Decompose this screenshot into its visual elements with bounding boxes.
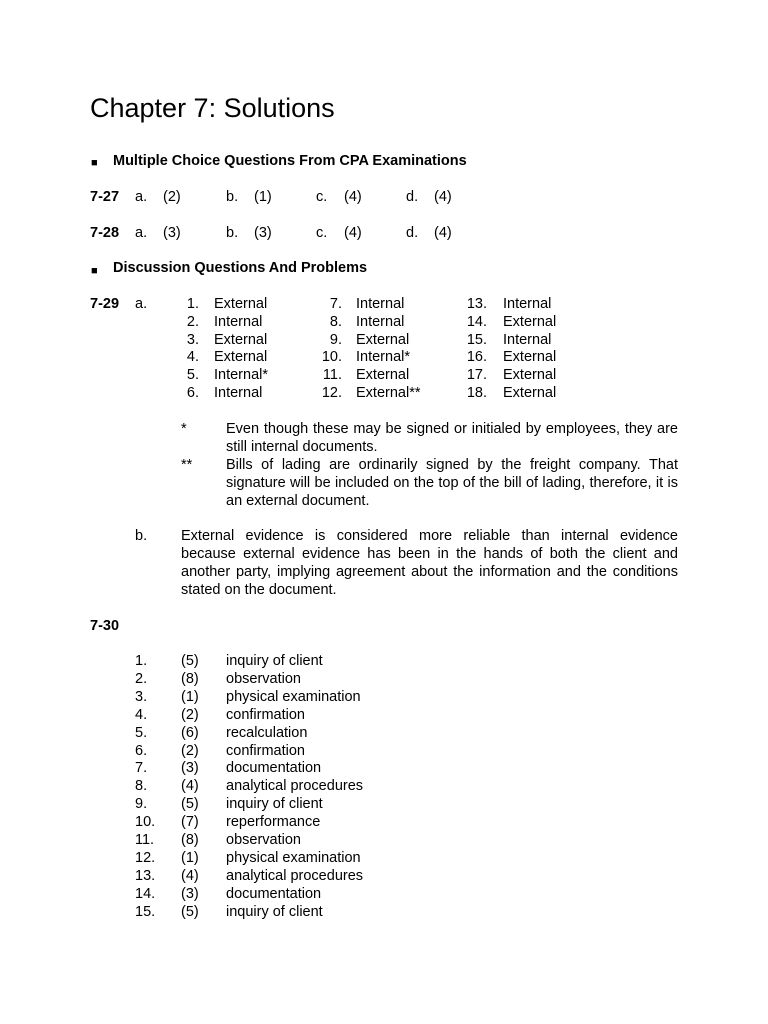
- item-procedure: confirmation: [226, 742, 305, 759]
- item-number: 2.: [135, 670, 148, 687]
- option-answer: (3): [163, 225, 181, 241]
- item-code: (2): [181, 742, 199, 759]
- option-answer: (4): [434, 225, 452, 241]
- item-code: (3): [181, 885, 199, 902]
- item-procedure: documentation: [226, 760, 322, 777]
- option-answer: (4): [344, 225, 362, 241]
- item-code: (4): [181, 867, 199, 884]
- item-number: 14.: [466, 313, 487, 330]
- item-number: 1.: [186, 296, 199, 312]
- item-procedure: recalculation: [226, 724, 308, 741]
- item-code: (8): [181, 832, 199, 848]
- item-number: 18.: [466, 385, 487, 401]
- item-procedure: inquiry of client: [226, 796, 323, 813]
- item-number: 8.: [135, 778, 148, 795]
- item-number: 12.: [135, 849, 156, 866]
- option-label: b.: [226, 189, 239, 205]
- item-code: (2): [181, 706, 199, 723]
- item-classification: External: [503, 385, 557, 401]
- item-procedure: confirmation: [226, 706, 305, 723]
- item-classification: Internal: [214, 385, 263, 401]
- item-procedure: analytical procedures: [226, 778, 364, 795]
- question-number: 7-30: [90, 618, 120, 634]
- option-label: c.: [316, 189, 328, 205]
- item-classification: Internal: [503, 331, 552, 348]
- item-classification: External: [356, 331, 410, 348]
- item-number: 13.: [135, 867, 156, 884]
- item-classification: External: [214, 296, 268, 312]
- item-classification: Internal: [356, 313, 405, 330]
- bullet-icon: ■: [91, 265, 98, 277]
- item-procedure: physical examination: [226, 688, 361, 705]
- item-number: 5.: [186, 367, 199, 384]
- option-answer: (2): [163, 189, 181, 205]
- item-number: 15.: [135, 903, 156, 920]
- question-number: 7-29: [90, 296, 120, 312]
- option-answer: (4): [344, 189, 362, 205]
- bullet-icon: ■: [91, 157, 98, 169]
- part-b-paragraph: External evidence is considered more reliable than internal evidence because external evidence has been in the hands of both the client and another party, implying agreement about the information and the conditions stated on the document.: [181, 528, 678, 598]
- item-code: (5): [181, 796, 199, 813]
- item-number: 15.: [466, 331, 487, 348]
- option-label: a.: [135, 225, 148, 241]
- option-label: b.: [226, 225, 239, 241]
- item-code: (8): [181, 670, 199, 687]
- footnote-text: Even though these may be signed or initialed by employees, they are still internal documents.: [226, 421, 678, 455]
- item-classification: Internal: [214, 313, 263, 330]
- item-classification: External: [503, 349, 557, 366]
- item-number: 4.: [186, 349, 199, 366]
- item-number: 14.: [135, 885, 156, 902]
- item-classification: Internal*: [214, 367, 269, 384]
- option-answer: (4): [434, 189, 452, 205]
- footnote-mark: **: [181, 457, 193, 473]
- item-number: 6.: [135, 742, 148, 759]
- item-code: (7): [181, 814, 199, 831]
- item-number: 11.: [322, 367, 342, 384]
- item-number: 3.: [135, 688, 148, 705]
- page-title: Chapter 7: Solutions: [90, 93, 335, 123]
- section-heading-mcq: Multiple Choice Questions From CPA Examinations: [113, 153, 467, 169]
- item-classification: Internal: [503, 296, 552, 312]
- item-number: 5.: [135, 724, 148, 741]
- item-number: 10.: [135, 814, 156, 831]
- option-answer: (3): [254, 225, 272, 241]
- item-procedure: observation: [226, 670, 301, 687]
- item-classification: External: [214, 349, 268, 366]
- item-procedure: analytical procedures: [226, 867, 364, 884]
- question-number: 7-27: [90, 189, 120, 205]
- item-classification: Internal: [356, 296, 405, 312]
- item-code: (4): [181, 778, 199, 795]
- item-procedure: reperformance: [226, 814, 321, 831]
- item-classification: External: [503, 367, 557, 384]
- item-number: 16.: [466, 349, 487, 366]
- item-number: 13.: [466, 296, 487, 312]
- item-procedure: physical examination: [226, 849, 361, 866]
- item-number: 7.: [329, 296, 342, 312]
- option-label: a.: [135, 189, 148, 205]
- part-label: b.: [135, 528, 148, 544]
- item-number: 8.: [329, 313, 342, 330]
- footnote-text: Bills of lading are ordinarily signed by the freight company. That signature will be included on the top of the bill of lading, therefore, it is an external document.: [226, 457, 678, 509]
- option-label: c.: [316, 225, 328, 241]
- item-number: 11.: [135, 832, 155, 848]
- item-procedure: documentation: [226, 885, 322, 902]
- item-number: 9.: [329, 331, 342, 348]
- item-number: 10.: [321, 349, 342, 366]
- item-code: (1): [181, 849, 199, 866]
- item-number: 2.: [186, 313, 199, 330]
- item-procedure: observation: [226, 832, 301, 848]
- item-code: (1): [181, 688, 199, 705]
- item-number: 12.: [321, 385, 342, 401]
- item-classification: Internal*: [356, 349, 411, 366]
- option-label: d.: [406, 225, 419, 241]
- item-procedure: inquiry of client: [226, 653, 323, 669]
- item-number: 17.: [466, 367, 487, 384]
- question-number: 7-28: [90, 225, 120, 241]
- footnote-mark: *: [181, 421, 187, 437]
- item-number: 7.: [135, 760, 148, 777]
- item-code: (6): [181, 724, 199, 741]
- option-answer: (1): [254, 189, 272, 205]
- section-heading-discussion: Discussion Questions And Problems: [113, 260, 368, 276]
- item-number: 6.: [186, 385, 199, 401]
- item-number: 3.: [186, 331, 199, 348]
- item-number: 4.: [135, 706, 148, 723]
- item-number: 1.: [135, 653, 148, 669]
- item-classification: External: [503, 313, 557, 330]
- option-label: d.: [406, 189, 419, 205]
- item-code: (5): [181, 903, 199, 920]
- item-code: (5): [181, 653, 199, 669]
- item-procedure: inquiry of client: [226, 903, 323, 920]
- item-code: (3): [181, 760, 199, 777]
- item-number: 9.: [135, 796, 148, 813]
- item-classification: External**: [356, 385, 421, 401]
- part-label: a.: [135, 296, 148, 312]
- item-classification: External: [214, 331, 268, 348]
- item-classification: External: [356, 367, 410, 384]
